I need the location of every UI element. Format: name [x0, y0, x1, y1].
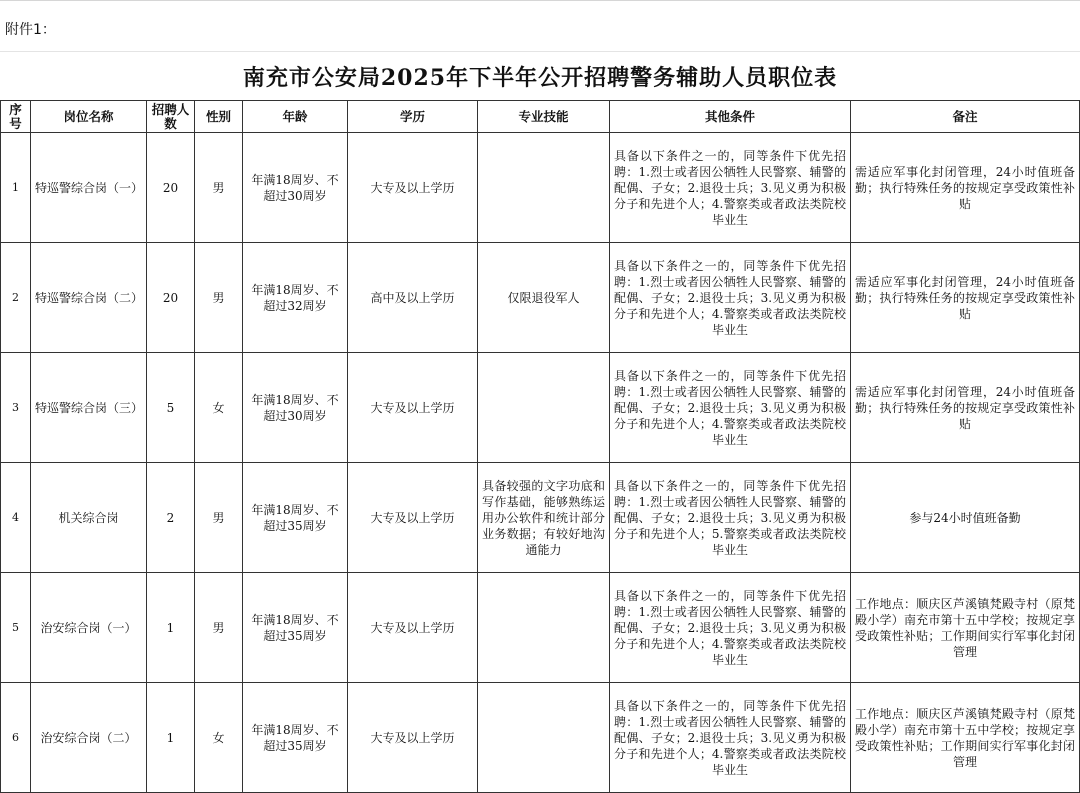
col-header-age: 年龄 [243, 101, 348, 133]
title-row [0, 52, 1080, 100]
cell-count: 2 [147, 463, 195, 573]
cell-seq: 1 [1, 133, 31, 243]
col-header-education: 学历 [348, 101, 478, 133]
col-header-other: 其他条件 [610, 101, 851, 133]
cell-post: 特巡警综合岗（三） [31, 353, 147, 463]
cell-education: 大专及以上学历 [348, 353, 478, 463]
cell-other: 具备以下条件之一的，同等条件下优先招聘：1.烈士或者因公牺牲人民警察、辅警的配偶、子女；2.退役士兵；3.见义勇为积极分子和先进个人；4.警察类或者政法类院校毕业生 [610, 243, 851, 353]
cell-seq: 4 [1, 463, 31, 573]
cell-remarks: 工作地点：顺庆区芦溪镇梵殿寺村（原梵殿小学）南充市第十五中学校；按规定享受政策性补贴；工作期间实行军事化封闭管理 [851, 573, 1080, 683]
cell-seq: 2 [1, 243, 31, 353]
cell-other: 具备以下条件之一的，同等条件下优先招聘：1.烈士或者因公牺牲人民警察、辅警的配偶、子女；2.退役士兵；3.见义勇为积极分子和先进个人；4.警察类或者政法类院校毕业生 [610, 573, 851, 683]
cell-other: 具备以下条件之一的，同等条件下优先招聘：1.烈士或者因公牺牲人民警察、辅警的配偶、子女；2.退役士兵；3.见义勇为积极分子和先进个人；4.警察类或者政法类院校毕业生 [610, 683, 851, 793]
table-row [1, 353, 1080, 463]
page-title: 南充市公安局2025年下半年公开招聘警务辅助人员职位表 [242, 64, 838, 91]
cell-post: 机关综合岗 [31, 463, 147, 573]
cell-skills [478, 133, 610, 243]
cell-post: 特巡警综合岗（一） [31, 133, 147, 243]
cell-remarks: 需适应军事化封闭管理，24小时值班备勤；执行特殊任务的按规定享受政策性补贴 [851, 133, 1080, 243]
cell-seq: 6 [1, 683, 31, 793]
cell-remarks: 参与24小时值班备勤 [851, 463, 1080, 573]
cell-gender: 女 [195, 683, 243, 793]
cell-gender: 男 [195, 573, 243, 683]
cell-age: 年满18周岁、不超过35周岁 [243, 463, 348, 573]
table-row [1, 463, 1080, 573]
col-header-count: 招聘人数 [147, 101, 195, 133]
cell-other: 具备以下条件之一的，同等条件下优先招聘：1.烈士或者因公牺牲人民警察、辅警的配偶、子女；2.退役士兵；3.见义勇为积极分子和先进个人；4.警察类或者政法类院校毕业生 [610, 133, 851, 243]
cell-other: 具备以下条件之一的，同等条件下优先招聘：1.烈士或者因公牺牲人民警察、辅警的配偶、子女；2.退役士兵；3.见义勇为积极分子和先进个人；4.警察类或者政法类院校毕业生 [610, 353, 851, 463]
cell-count: 1 [147, 573, 195, 683]
cell-count: 20 [147, 243, 195, 353]
cell-education: 大专及以上学历 [348, 573, 478, 683]
cell-other: 具备以下条件之一的，同等条件下优先招聘：1.烈士或者因公牺牲人民警察、辅警的配偶、子女；2.退役士兵；3.见义勇为积极分子和先进个人；5.警察类或者政法类院校毕业生 [610, 463, 851, 573]
cell-skills [478, 573, 610, 683]
cell-education: 大专及以上学历 [348, 133, 478, 243]
cell-seq: 5 [1, 573, 31, 683]
col-header-remarks: 备注 [851, 101, 1080, 133]
cell-remarks: 需适应军事化封闭管理，24小时值班备勤；执行特殊任务的按规定享受政策性补贴 [851, 243, 1080, 353]
cell-skills: 具备较强的文字功底和写作基础，能够熟练运用办公软件和统计部分业务数据；有较好地沟通能力 [478, 463, 610, 573]
col-header-skills: 专业技能 [478, 101, 610, 133]
positions-table [0, 100, 1080, 793]
cell-gender: 男 [195, 463, 243, 573]
cell-gender: 男 [195, 133, 243, 243]
cell-count: 1 [147, 683, 195, 793]
cell-age: 年满18周岁、不超过35周岁 [243, 683, 348, 793]
attachment-label: 附件1： [5, 22, 56, 38]
cell-post: 治安综合岗（二） [31, 683, 147, 793]
cell-count: 5 [147, 353, 195, 463]
attachment-header [0, 0, 1080, 52]
table-row [1, 573, 1080, 683]
cell-education: 大专及以上学历 [348, 463, 478, 573]
cell-remarks: 工作地点：顺庆区芦溪镇梵殿寺村（原梵殿小学）南充市第十五中学校；按规定享受政策性补贴；工作期间实行军事化封闭管理 [851, 683, 1080, 793]
cell-age: 年满18周岁、不超过32周岁 [243, 243, 348, 353]
cell-remarks: 需适应军事化封闭管理，24小时值班备勤；执行特殊任务的按规定享受政策性补贴 [851, 353, 1080, 463]
col-header-post: 岗位名称 [31, 101, 147, 133]
cell-skills [478, 353, 610, 463]
table-header-row [1, 101, 1080, 133]
col-header-gender: 性别 [195, 101, 243, 133]
cell-gender: 女 [195, 353, 243, 463]
table-row [1, 133, 1080, 243]
cell-post: 特巡警综合岗（二） [31, 243, 147, 353]
table-row [1, 683, 1080, 793]
cell-skills [478, 683, 610, 793]
cell-age: 年满18周岁、不超过30周岁 [243, 353, 348, 463]
col-header-seq: 序号 [1, 101, 31, 133]
cell-age: 年满18周岁、不超过35周岁 [243, 573, 348, 683]
cell-seq: 3 [1, 353, 31, 463]
cell-education: 大专及以上学历 [348, 683, 478, 793]
cell-gender: 男 [195, 243, 243, 353]
cell-count: 20 [147, 133, 195, 243]
cell-age: 年满18周岁、不超过30周岁 [243, 133, 348, 243]
cell-skills: 仅限退役军人 [478, 243, 610, 353]
table-row [1, 243, 1080, 353]
cell-education: 高中及以上学历 [348, 243, 478, 353]
cell-post: 治安综合岗（一） [31, 573, 147, 683]
